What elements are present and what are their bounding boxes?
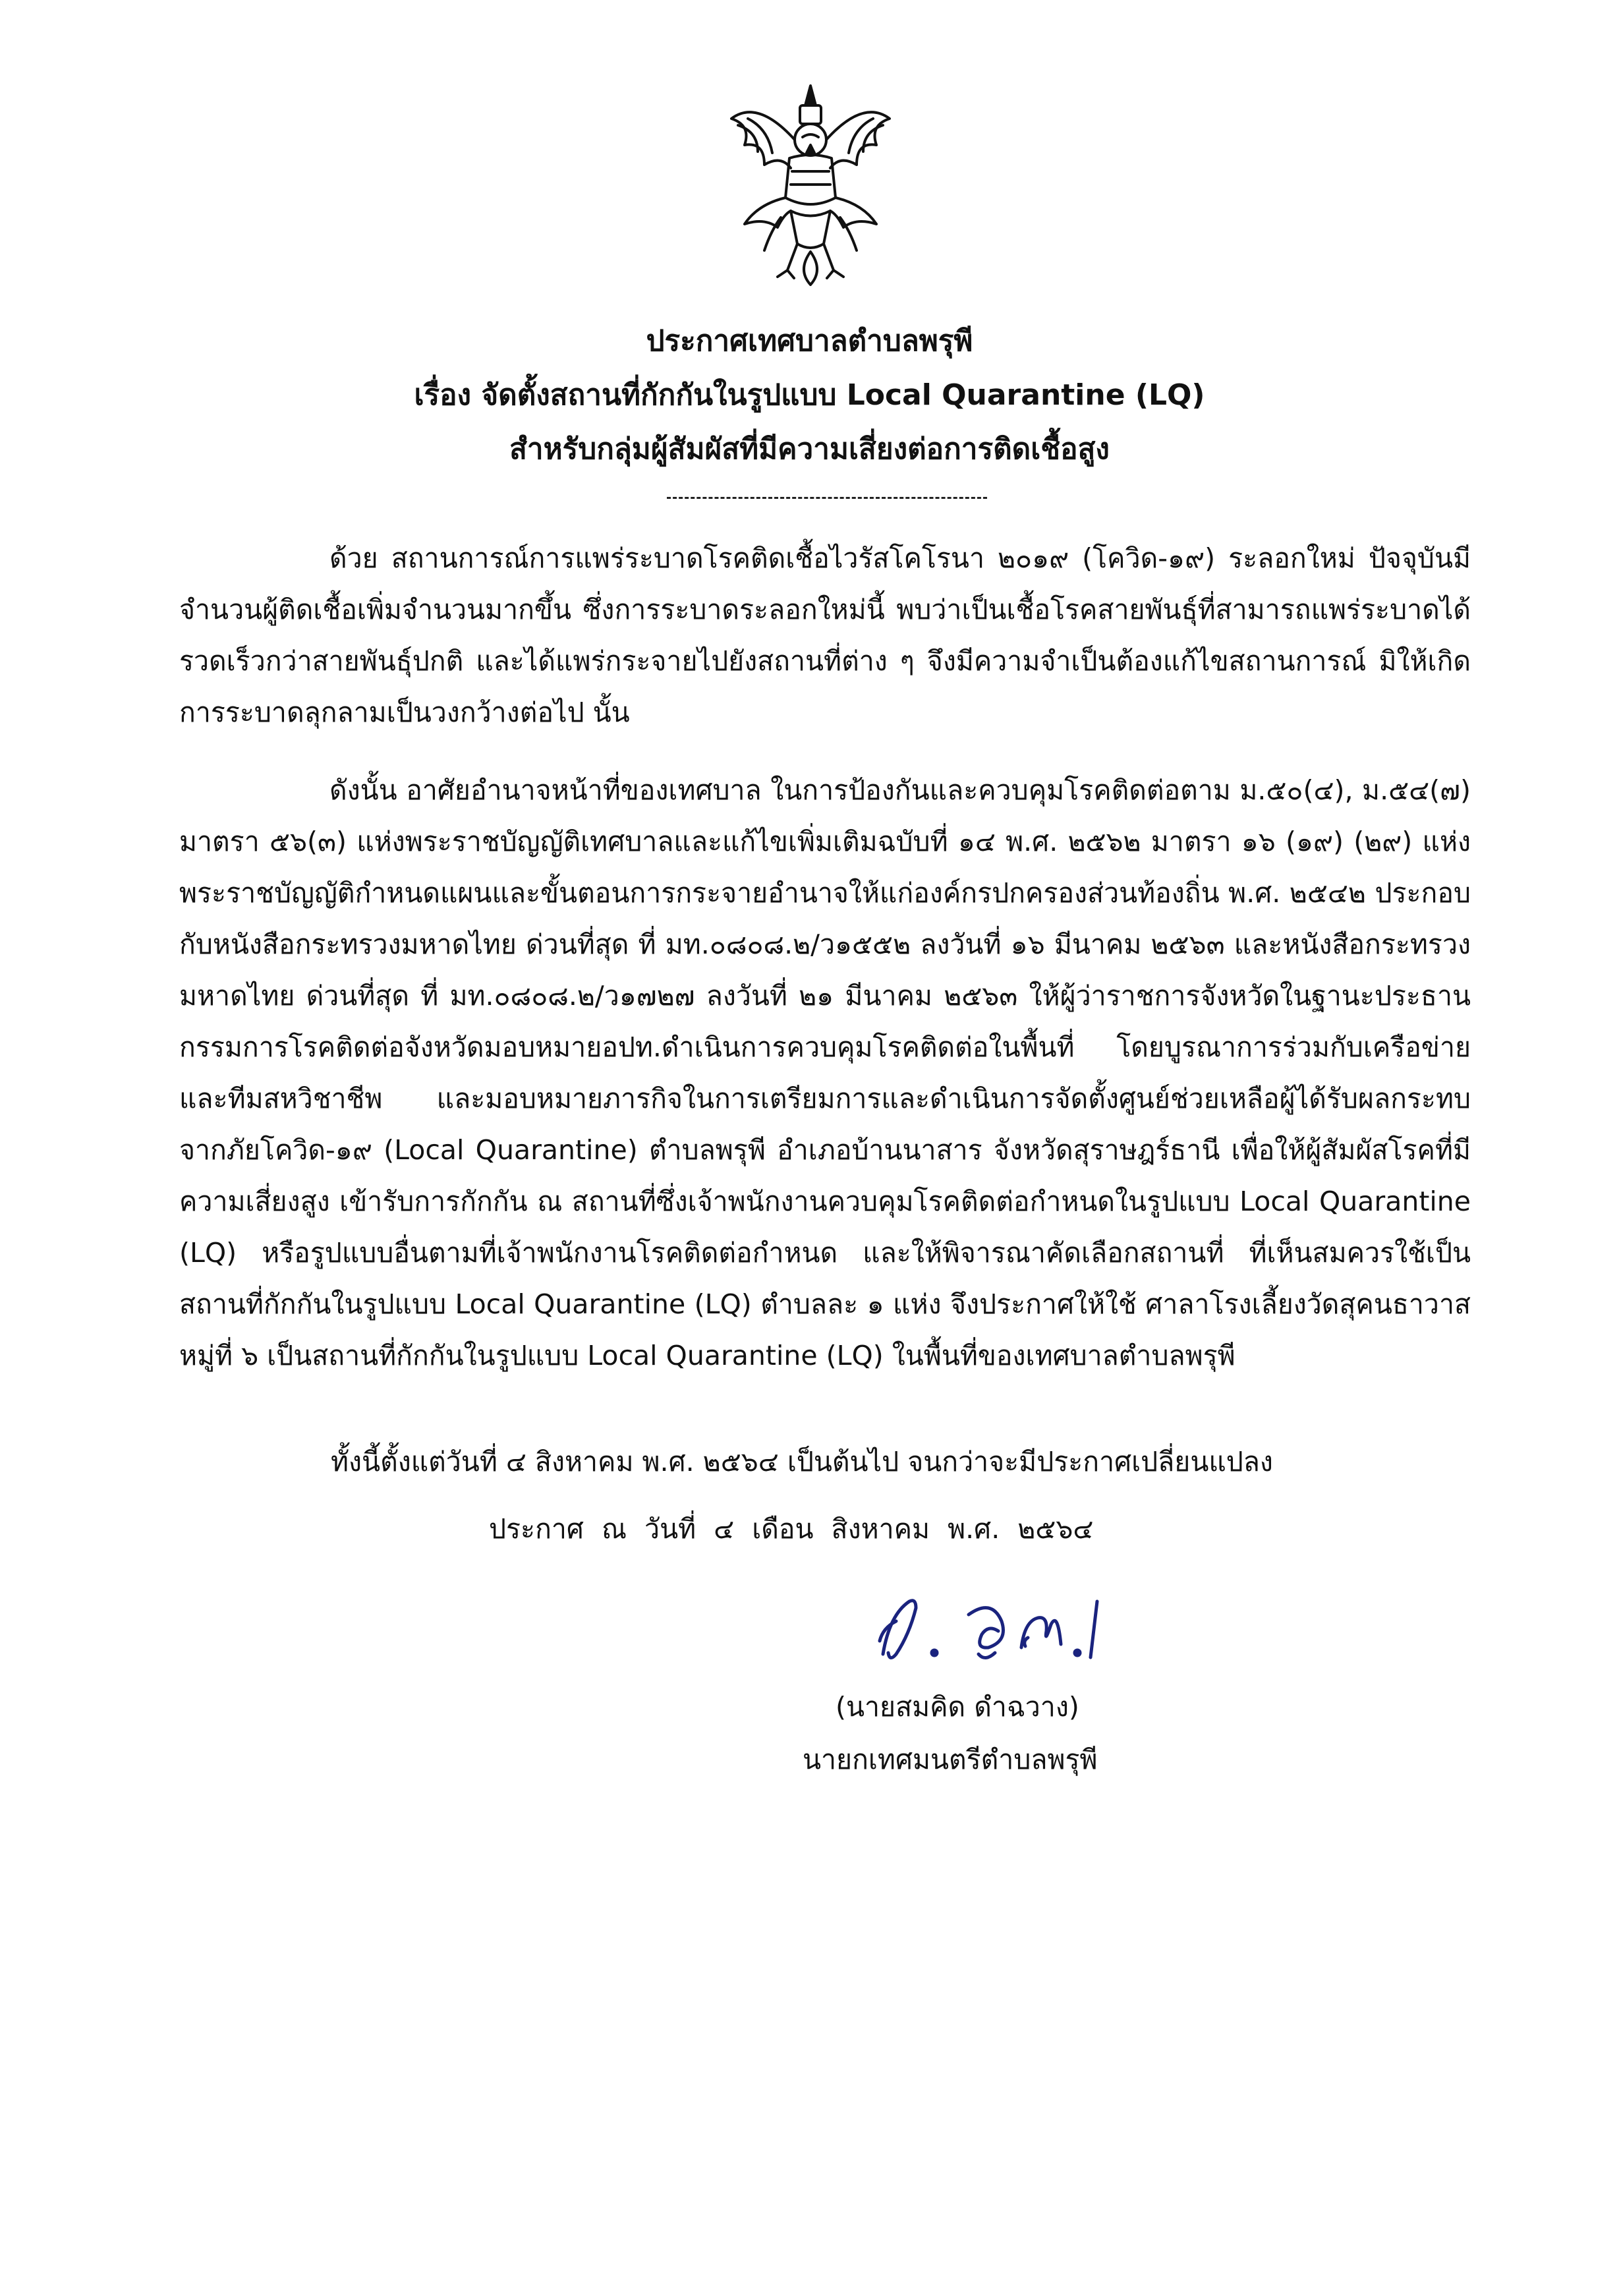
body-paragraph-2: ดังนั้น อาศัยอำนาจหน้าที่ของเทศบาล ในการป้องกันและควบคุมโรคติดต่อตาม ม.๕๐(๔), ม.๕๔(๗) มาตรา ๕๖(๓) แห่งพระราชบัญญัติเทศบาลและแก้ไขเพิ่มเติมฉบับที่ ๑๔ พ.ศ. ๒๕๖๒ มาตรา ๑๖ (๑๙) (๒๙) แห่งพระราชบัญญัติกำหนดแผนและขั้นตอนการกระจายอำนาจให้แก่องค์กรปกครองส่วนท้องถิ่น พ.ศ. ๒๕๔๒ ประกอบกับหนังสือกระทรวงมหาดไทย ด่วนที่สุด ที่ มท.๐๘๐๘.๒/ว๑๕๕๒ ลงวันที่ ๑๖ มีนาคม ๒๕๖๓ และหนังสือกระทรวงมหาดไทย ด่วนที่สุด ที่ มท.๐๘๐๘.๒/ว๑๗๒๗ ลงวันที่ ๒๑ มีนาคม ๒๕๖๓ ให้ผู้ว่าราชการจังหวัดในฐานะประธานกรรมการโรคติดต่อจังหวัดมอบหมายอปท.ดำเนินการควบคุมโรคติดต่อในพื้นที่ โดยบูรณาการร่วมกับเครือข่ายและทีมสหวิชาชีพ และมอบหมายภารกิจในการเตรียมการและดำเนินการจัดตั้งศูนย์ช่วยเหลือผู้ได้รับผลกระทบจากภัยโควิด-๑๙ (Local Quarantine) ตำบลพรุพี อำเภอบ้านนาสาร จังหวัดสุราษฎร์ธานี เพื่อให้ผู้สัมผัสโรคที่มีความเสี่ยงสูง เข้ารับการกักกัน ณ สถานที่ซึ่งเจ้าพนักงานควบคุมโรคติดต่อกำหนดในรูปแบบ Local Quarantine (LQ) หรือรูปแบบอื่นตามที่เจ้าพนักงานโรคติดต่อกำหนด และให้พิจารณาคัดเลือกสถานที่ ที่เห็นสมควรใช้เป็นสถานที่กักกันในรูปแบบ Local Quarantine (LQ) ตำบลละ ๑ แห่ง จึงประกาศให้ใช้ ศาลาโรงเลี้ยงวัดสุคนธาวาส หมู่ที่ ๖ เป็นสถานที่กักกันในรูปแบบ Local Quarantine (LQ) ในพื้นที่ของเทศบาลตำบลพรุพี bbox=[179, 774, 1471, 1371]
effective-date-line: ทั้งนี้ตั้งแต่วันที่ ๔ สิงหาคม พ.ศ. ๒๕๖๔ เป็นต้นไป จนกว่าจะมีประกาศเปลี่ยนแปลง bbox=[331, 1446, 1273, 1478]
announcement-subject-line2: สำหรับกลุ่มผู้สัมผัสที่มีความเสี่ยงต่อการติดเชื้อสูง bbox=[509, 432, 1110, 466]
announcement-date-line: ประกาศ ณ วันที่ ๔ เดือน สิงหาคม พ.ศ. ๒๕๖๔ bbox=[489, 1513, 1094, 1545]
heading-divider bbox=[667, 497, 987, 499]
announcement-subject: เรื่อง จัดตั้งสถานที่กักกันในรูปแบบ Local Quarantine (LQ) bbox=[414, 378, 1205, 412]
signatory-name: (นายสมคิด ดำฉวาง) bbox=[836, 1691, 1079, 1723]
body-paragraph-1: ด้วย สถานการณ์การแพร่ระบาดโรคติดเชื้อไวรัสโคโรนา ๒๐๑๙ (โควิด-๑๙) ระลอกใหม่ ปัจจุบันมีจำนวนผู้ติดเชื้อเพิ่มจำนวนมากขึ้น ซึ่งการระบาดระลอกใหม่นี้ พบว่าเป็นเชื้อโรคสายพันธุ์ที่สามารถแพร่ระบาดได้รวดเร็วกว่าสายพันธุ์ปกติ และได้แพร่กระจายไปยังสถานที่ต่าง ๆ จึงมีความจำเป็นต้องแก้ไขสถานการณ์ มิให้เกิดการระบาดลุกลามเป็นวงกว้างต่อไป นั้น bbox=[179, 542, 1471, 728]
garuda-emblem bbox=[718, 79, 903, 290]
announcement-organization: ประกาศเทศบาลตำบลพรุพี bbox=[646, 324, 973, 358]
signatory-title: นายกเทศมนตรีตำบลพรุพี bbox=[803, 1744, 1098, 1775]
handwritten-signature bbox=[870, 1575, 1133, 1674]
